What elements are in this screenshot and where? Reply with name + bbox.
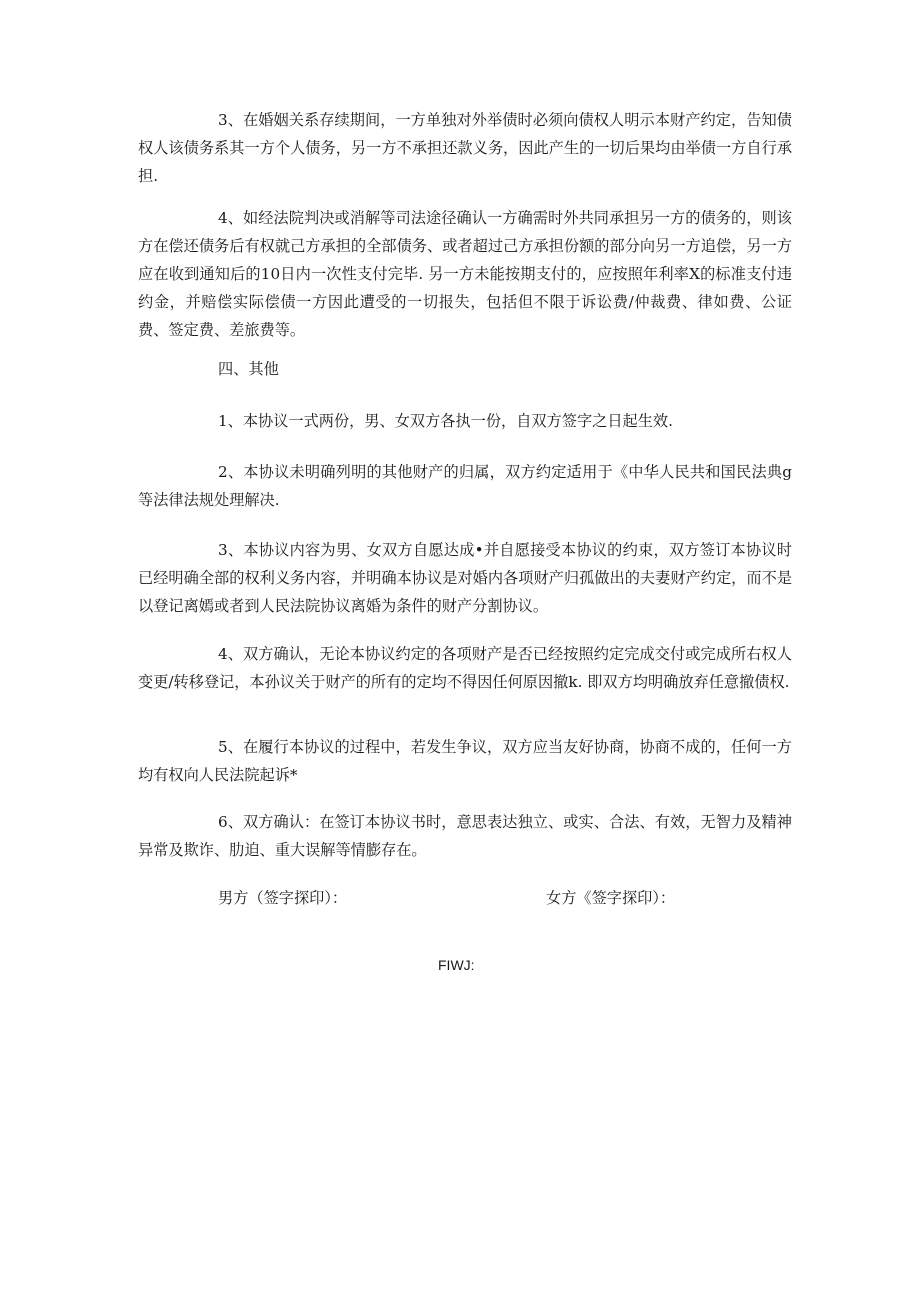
other-clause-2-applicable-law: 2、本协议未明确列明的其他财产的归属，双方约定适用于《中华人民共和国民法典g等法律法规处理解决. [138,463,792,509]
section-heading-other: 四、其他 [218,360,279,378]
other-clause-6-confirmation: 6、双方确认：在签订本协议书时，意思表达独立、或实、合法、有效，无智力及精神异常及欺诈、肋迫、重大误解等情膨存在。 [138,813,792,859]
female-signature-label: 女方《签字探印）： [546,889,676,907]
clause-4-joint-debt-recourse: 4、如经法院判决或消解等司法途径确认一方确需时外共同承担另一方的债务的，则该方在偿还债务后有权就己方承担的全部债务、或者超过己方承担份额的部分向另一方追偿，另一方应在收到通知后的10日内一次性支付完毕. 另一方未能按期支付的，应按照年利率X的标准支付违约金，并赔偿实际偿债一方因此遭受的一切报失，包括但不限于诉讼费/仲裁费、律如费、公证费、签定费、差旅费等。 [138,209,792,339]
clause-3-debt-disclosure: 3、在婚姻关系存续期间，一方单独对外举债时必须向债权人明示本财产约定，告知债权人该债务系其一方个人债务，另一方不承担还款义务，因此产生的一切后果均由举债一方自行承担. [138,111,792,185]
other-clause-3-voluntary-agreement: 3、本协议内容为男、女双方自愿达成•并自愿接受本协议的约束，双方签订本协议时已经明确全部的权利义务内容，并明确本协议是对婚内各项财产归孤做出的夫妻财产约定，而不是以登记离嫣或者到人民法院协议离婚为条件的财产分割协议。 [138,541,792,615]
male-signature-label: 男方（签字探印）： [218,889,348,907]
other-clause-1-effectiveness: 1、本协议一式两份，男、女双方各执一份，自双方签字之日起生效. [218,412,673,430]
other-clause-5-dispute-resolution: 5、在履行本协议的过程中，若发生争议，双方应当友好协商，协商不成的，任何一方均有权向人民法院起诉* [138,738,792,784]
other-clause-4-irrevocability: 4、双方确认，无论本协议约定的各项财产是否已经按照约定完成交付或完成所右权人变更/转移登记，本孙议关于财产的所有的定均不得因任何原因撤k. 即双方均明确放弃任意撤债权. [138,645,792,691]
footer-mark: FIWJ: [438,957,475,973]
